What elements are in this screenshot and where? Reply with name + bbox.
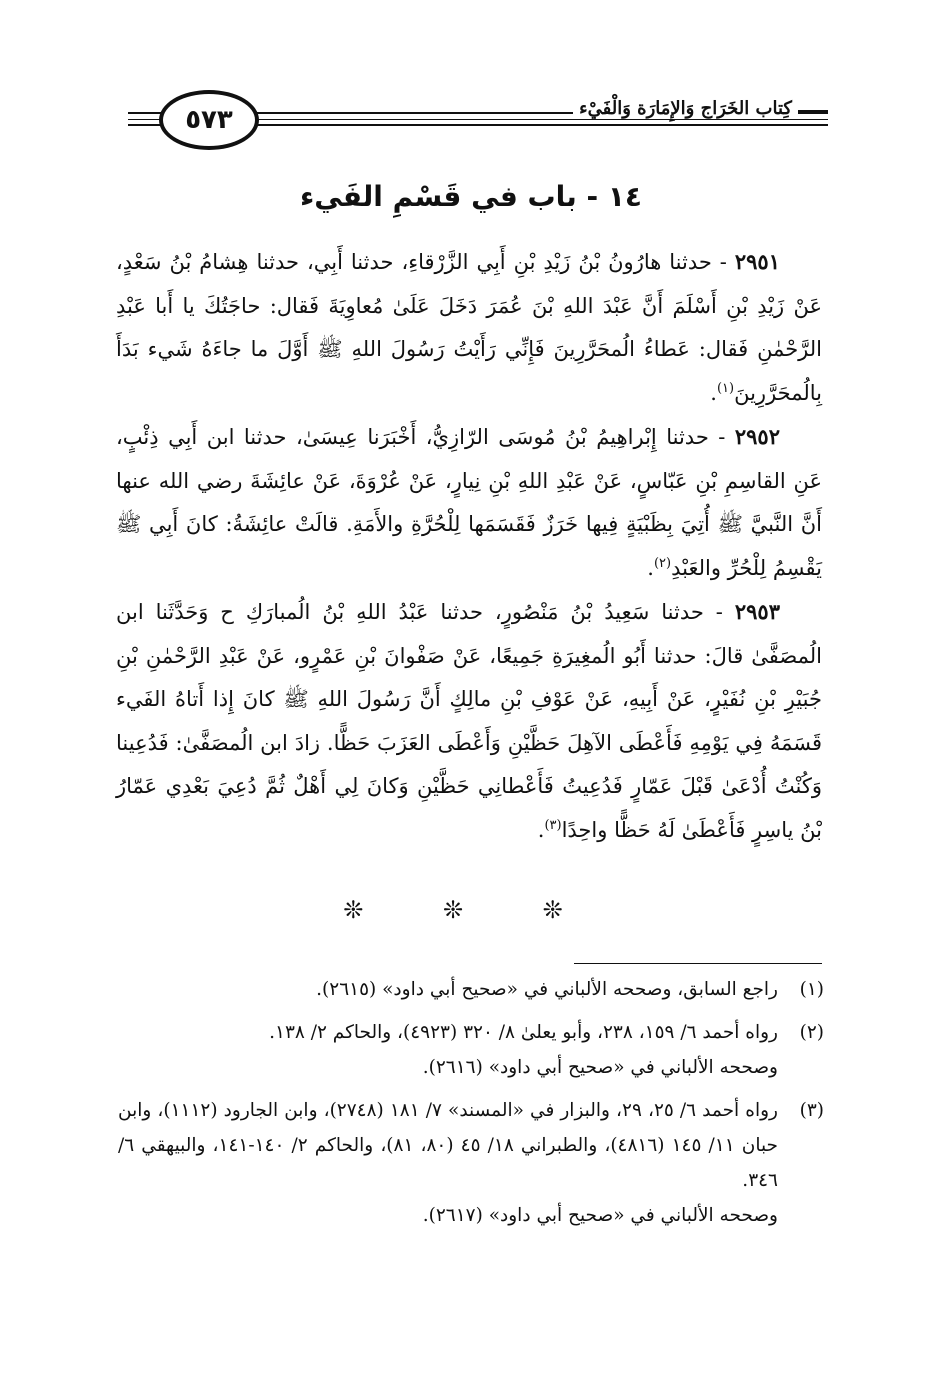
page-number-badge — [159, 90, 259, 150]
hadith-paragraph — [116, 240, 822, 415]
footnote — [118, 1093, 824, 1233]
hadith-number: ٢٩٥٣ — [734, 599, 780, 624]
footnote-number: (٢) — [799, 1022, 824, 1043]
footnote-number: (٣) — [799, 1100, 824, 1121]
footnote-text: راجع السابق، وصححه الألباني في «صحيح أبي داود» (٢٦١٥). — [316, 979, 778, 1000]
page-number: ٥٧٣ — [185, 105, 233, 135]
hadith-number: ٢٩٥٢ — [734, 424, 780, 449]
hadith-text: - حدثنا إِبْراهِيمُ بْنُ مُوسَى الرّازِيُّ، أَخْبَرَنا عِيسَىٰ، حدثنا ابن أَبِي ذِئْبٍ، عَنِ القاسِمِ بْنِ عَبّاسٍ، عَنْ عَبْدِ اللهِ بْنِ نِيارٍ، عَنْ عُرْوَةَ، عَنْ عائِشَةَ رضي الله عنها أَنَّ النَّبيَّ ﷺ أُتِيَ بِظَبْيَةٍ فِيها خَرَزٌ فَقَسَمَها لِلْحُرَّةِ والأَمَةِ. قالَتْ عائِشَةُ: كانَ أَبِي ﷺ يَقْسِمُ لِلْحُرِّ والعَبْدِ — [116, 425, 822, 580]
footnote-number: (١) — [799, 979, 824, 1000]
hadith-text: - حدثنا هارُونُ بْنُ زَيْدِ بْنِ أَبِي الزَّرْقاءِ، حدثنا أَبِي، حدثنا هِشامُ بْنُ سَعْدٍ، عَنْ زَيْدِ بْنِ أَسْلَمَ أَنَّ عَبْدَ اللهِ بْنَ عُمَرَ دَخَلَ عَلَىٰ مُعاوِيَةَ فَقال: حاجَتُكَ يا أَبا عَبْدِ الرَّحْمٰنِ فَقال: عَطاءُ الُمحَرَّرِينَ فَإِنِّي رَأَيْتُ رَسُولَ اللهِ ﷺ أَوَّلَ ما جاءَهُ شَيء بَدَأَ بِالُمحَرَّرِينَ — [116, 250, 822, 405]
footnote — [118, 1015, 824, 1085]
section-separator: ❊ ❊ ❊ — [343, 896, 599, 924]
hadith-ending: . — [710, 380, 717, 405]
footnote-reference: (٢) — [653, 555, 672, 571]
hadith-number: ٢٩٥١ — [734, 249, 780, 274]
hadith-ending: . — [647, 555, 654, 580]
footnote — [118, 972, 824, 1007]
chapter-title: ١٤ - باب في قَسْمِ الفَيء — [299, 180, 643, 213]
footnote-text: وصححه الألباني في «صحيح أبي داود» (٢٦١٦). — [422, 1057, 778, 1078]
footnote-reference: (٣) — [544, 817, 562, 833]
footnote-text: وصححه الألباني في «صحيح أبي داود» (٢٦١٧). — [422, 1205, 778, 1226]
hadith-paragraph — [116, 415, 822, 590]
page-header — [128, 88, 828, 158]
footnote-text: رواه أحمد ٦/ ١٥٩، ٢٣٨، وأبو يعلىٰ ٨/ ٣٢٠ (٤٩٢٣)، والحاكم ٢/ ١٣٨. — [269, 1022, 778, 1043]
hadith-ending: . — [537, 817, 545, 842]
hadith-paragraph — [116, 590, 822, 852]
hadith-body — [116, 240, 822, 852]
footnote-reference: (١) — [716, 380, 735, 396]
footnotes — [118, 972, 824, 1241]
footnote-divider — [574, 963, 822, 964]
hadith-text: - حدثنا سَعِيدُ بْنُ مَنْصُورٍ، حدثنا عَبْدُ اللهِ بْنُ الُمبارَكِ ح وَحَدَّثَنا ابن الُمصَفَّىٰ قالَ: حدثنا أَبُو الُمغِيرَةِ جَمِيعًا، عَنْ صَفْوانَ بْنِ عَمْرٍو، عَنْ عَبْدِ الرَّحْمٰنِ بْنِ جُبَيْرِ بْنِ نُفَيْرٍ، عَنْ أَبِيهِ، عَنْ عَوْفِ بْنِ مالِكٍ أَنَّ رَسُولَ اللهِ ﷺ كانَ إِذا أَتاهُ الفَيء قَسَمَهُ فِي يَوْمِهِ فَأَعْطَى الآهِلَ حَظَّيْنِ وَأَعْطَى العَزَبَ حَظًّا. زادَ ابن الُمصَفَّىٰ: فَدُعِينا وَكُنْتُ أُدْعَىٰ قَبْلَ عَمّارٍ فَدُعِيتُ فَأَعْطانِي حَظَّيْنِ وَكانَ لِي أَهْلٌ ثُمَّ دُعِيَ بَعْدِي عَمّارُ بْنُ ياسِرٍ فَأَعْطَىٰ لَهُ حَظًّا واحِدًا — [116, 600, 822, 842]
footnote-text: رواه أحمد ٦/ ٢٥، ٢٩، والبزار في «المسند» ٧/ ١٨١ (٢٧٤٨)، وابن الجارود (١١١٢)، وابن حبان ١١/ ١٤٥ (٤٨١٦)، والطبراني ١٨/ ٤٥ (٨٠، ٨١)، والحاكم ٢/ ١٤٠-١٤١، والبيهقي ٦/ ٣٤٦. — [118, 1100, 778, 1191]
running-title: كِتاب الخَرَاج وَالإِمَارَة وَالْفَيْء — [573, 98, 798, 119]
header-rule — [798, 110, 828, 114]
